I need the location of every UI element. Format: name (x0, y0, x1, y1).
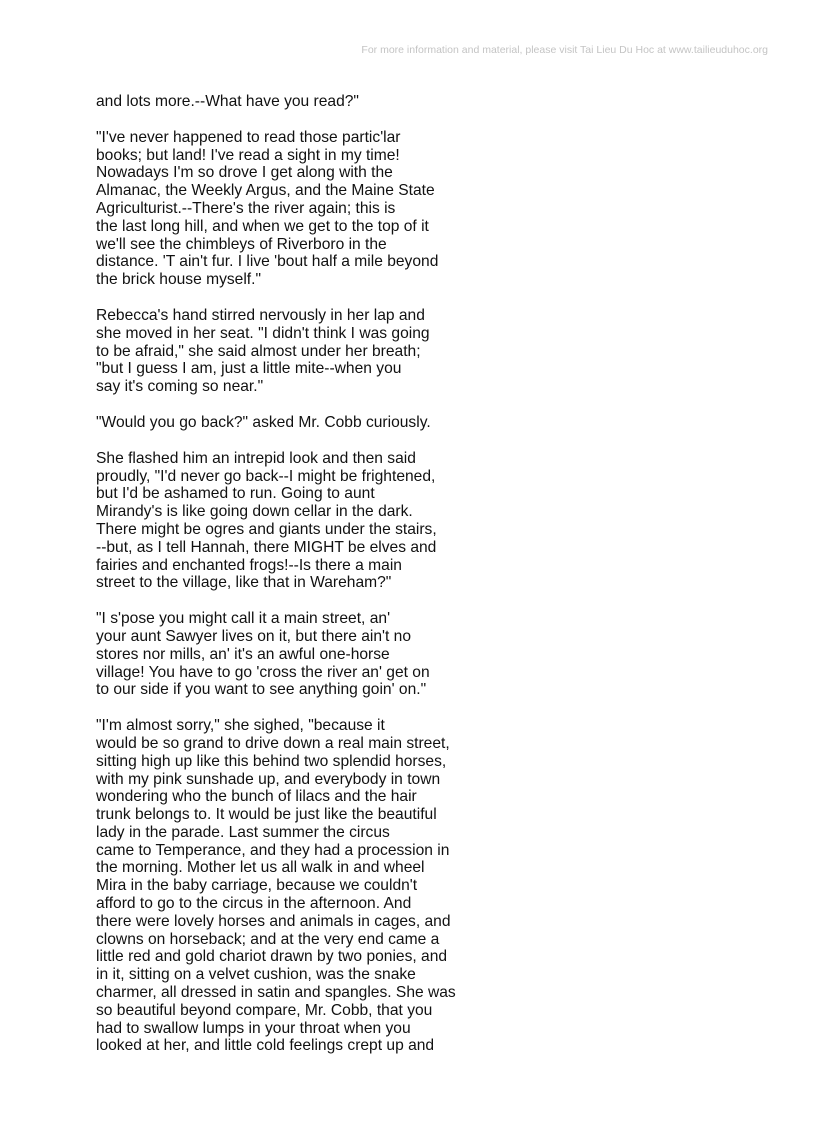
text-line: Mirandy's is like going down cellar in the dark. (96, 503, 413, 521)
text-line: wondering who the bunch of lilacs and the hair (96, 788, 417, 806)
text-line: --but, as I tell Hannah, there MIGHT be elves and (96, 538, 437, 556)
text-line: proudly, "I'd never go back--I might be frightened, (96, 467, 436, 485)
text-line: distance. 'T ain't fur. I live 'bout half a mile beyond (96, 253, 439, 271)
text-line: sitting high up like this behind two splendid horses, (96, 752, 447, 770)
text-line: charmer, all dressed in satin and spangles. She was (96, 984, 456, 1002)
text-line: with my pink sunshade up, and everybody in town (96, 770, 441, 788)
text-line: and lots more.--What have you read?" (96, 93, 359, 110)
text-line: Agriculturist.--There's the river again; this is (96, 199, 396, 217)
text-line: Almanac, the Weekly Argus, and the Maine State (96, 182, 435, 200)
text-line: afford to go to the circus in the afternoon. And (96, 895, 412, 913)
text-line: there were lovely horses and animals in cages, and (96, 912, 451, 930)
text-line: so beautiful beyond compare, Mr. Cobb, that you (96, 1001, 433, 1019)
text-line: There might be ogres and giants under the stairs, (96, 520, 437, 538)
text-line: we'll see the chimbleys of Riverboro in the (96, 235, 387, 253)
text-line: clowns on horseback; and at the very end came a (96, 930, 440, 948)
text-line: Rebecca's hand stirred nervously in her lap and (96, 306, 425, 324)
text-line: the brick house myself." (96, 271, 262, 289)
text-line: "but I guess I am, just a little mite--when you (96, 360, 402, 378)
text-line: looked at her, and little cold feelings crept up and (96, 1037, 435, 1055)
text-line: came to Temperance, and they had a procession in (96, 841, 450, 859)
text-line: Nowadays I'm so drove I get along with the (96, 164, 393, 182)
text-line: "I've never happened to read those partic'lar (96, 128, 401, 146)
text-line: books; but land! I've read a sight in my time! (96, 146, 400, 164)
text-line: to be afraid," she said almost under her breath; (96, 342, 421, 360)
header-note: For more information and material, please visit Tai Lieu Du Hoc at www.tailieuduhoc.org (361, 44, 768, 56)
paragraph (96, 307, 516, 396)
text-line: to our side if you want to see anything goin' on." (96, 681, 427, 699)
text-line: the morning. Mother let us all walk in and wheel (96, 859, 425, 877)
text-line: "I'm almost sorry," she sighed, "because it (96, 717, 385, 735)
text-line: village! You have to go 'cross the river an' get on (96, 663, 430, 681)
text-line: say it's coming so near." (96, 378, 264, 396)
text-line: had to swallow lumps in your throat when you (96, 1019, 411, 1037)
text-line: but I'd be ashamed to run. Going to aunt (96, 485, 375, 503)
text-line: your aunt Sawyer lives on it, but there ain't no (96, 627, 412, 645)
text-line: lady in the parade. Last summer the circus (96, 823, 390, 841)
text-line: stores nor mills, an' it's an awful one-horse (96, 645, 390, 663)
paragraph (96, 93, 516, 111)
text-line: street to the village, like that in Wareham?" (96, 574, 392, 592)
paragraph (96, 129, 516, 289)
paragraph (96, 414, 516, 432)
text-line: in it, sitting on a velvet cushion, was the snake (96, 966, 416, 984)
text-body (96, 93, 516, 1073)
text-line: little red and gold chariot drawn by two ponies, and (96, 948, 448, 966)
text-line: "Would you go back?" asked Mr. Cobb curiously. (96, 413, 431, 431)
text-line: Mira in the baby carriage, because we couldn't (96, 877, 418, 895)
paragraph (96, 450, 516, 592)
text-line: she moved in her seat. "I didn't think I was going (96, 324, 430, 342)
text-line: the last long hill, and when we get to the top of it (96, 217, 429, 235)
text-line: "I s'pose you might call it a main street, an' (96, 610, 391, 628)
text-line: trunk belongs to. It would be just like the beautiful (96, 806, 437, 824)
text-line: fairies and enchanted frogs!--Is there a main (96, 556, 402, 574)
paragraph (96, 717, 516, 1055)
paragraph (96, 610, 516, 699)
text-line: would be so grand to drive down a real main street, (96, 734, 450, 752)
text-line: She flashed him an intrepid look and then said (96, 449, 416, 467)
